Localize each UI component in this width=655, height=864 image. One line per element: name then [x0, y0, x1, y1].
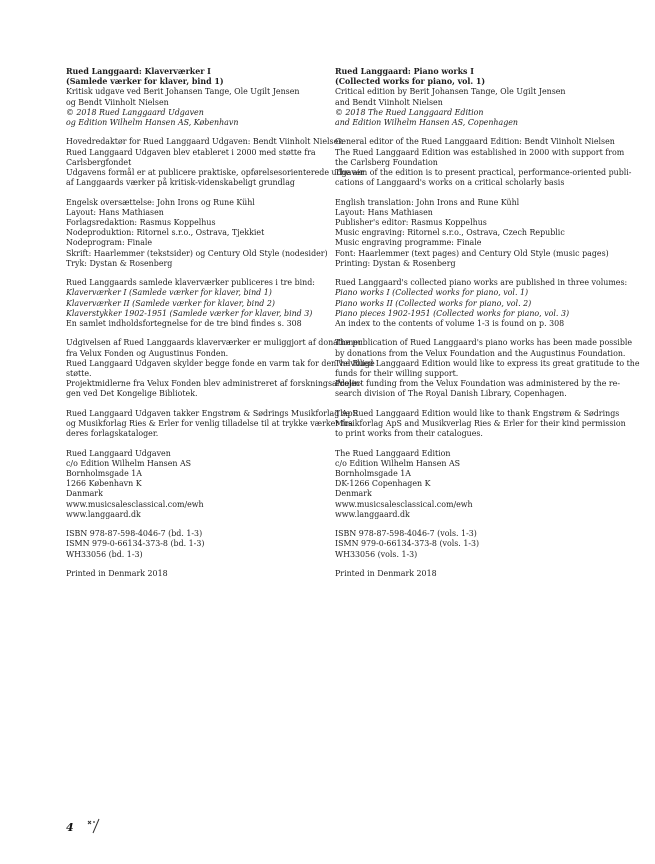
left-text-block: [66, 529, 336, 560]
text-line: Nodeproduktion: Ritornel s.r.o., Ostrava, Tjekkiet: [66, 228, 265, 238]
text-line: Engelsk oversættelse: John Irons og Rune Kühl: [66, 197, 255, 207]
text-line: En samlet indholdsfortegnelse for de tre bind findes s. 308: [66, 319, 302, 329]
text-line: The aim of the edition is to present practical, performance-oriented publi-: [335, 168, 632, 178]
text-line: funds for their willing support.: [335, 369, 459, 379]
text-line: (Samlede værker for klaver, bind 1): [66, 77, 224, 87]
text-line: Rued Langgaard: Piano works I: [335, 67, 474, 76]
text-line: deres forlagskataloger.: [66, 429, 159, 439]
text-line: The Rued Langgaard Edition was established in 2000 with support from: [335, 147, 625, 157]
text-line: Project funding from the Velux Foundation was administered by the re-: [335, 379, 620, 389]
text-line: c/o Edition Wilhelm Hansen AS: [66, 458, 192, 468]
text-line: and Bendt Viinholt Nielsen: [335, 97, 443, 107]
text-line: Bornholmsgade 1A: [66, 469, 142, 479]
text-line: The publication of Rued Langgaard's piano works has been made possible: [335, 338, 633, 348]
left-text-block: [66, 198, 336, 269]
left-text-block: [66, 569, 336, 579]
text-line: Layout: Hans Mathiasen: [66, 207, 164, 217]
text-line: and Edition Wilhelm Hansen AS, Copenhagen: [335, 118, 518, 128]
left-text-block: [66, 338, 375, 399]
text-line: Forlagsredaktion: Rasmus Koppelhus: [66, 218, 216, 228]
publisher-monogram-icon: [86, 818, 102, 834]
right-text-block: [335, 408, 626, 440]
text-line: fra Velux Fonden og Augustinus Fonden.: [66, 348, 229, 358]
text-line: © 2018 The Rued Langgaard Edition: [335, 107, 484, 117]
text-line: to print works from their catalogues.: [335, 429, 483, 439]
text-line: Rued Langgaard Udgaven blev etableret i 2000 med støtte fra: [66, 147, 316, 157]
text-line: Rued Langgaard Udgaven skylder begge fonde en varm tak for den velvillige: [66, 358, 375, 368]
text-line: Projektmidlerne fra Velux Fonden blev administreret af forskningsafdelin-: [66, 379, 363, 389]
text-line: Kritisk udgave ved Berit Johansen Tange, Ole Ugilt Jensen: [66, 87, 300, 97]
text-line: cations of Langgaard's works on a critical scholarly basis: [335, 178, 565, 188]
text-line: Piano pieces 1902-1951 (Collected works for piano, vol. 3): [335, 308, 570, 318]
text-line: www.langgaard.dk: [66, 509, 141, 519]
text-line: Bornholmsgade 1A: [335, 469, 411, 479]
text-line: Printed in Denmark 2018: [66, 569, 168, 579]
text-line: Font: Haarlemmer (text pages) and Century Old Style (music pages): [335, 248, 609, 258]
text-line: search division of The Royal Danish Library, Copenhagen.: [335, 389, 567, 399]
text-line: Rued Langgaard Udgaven: [66, 448, 171, 458]
text-line: Layout: Hans Mathiasen: [335, 207, 433, 217]
text-line: www.langgaard.dk: [335, 509, 410, 519]
text-line: www.musicsalesclassical.com/ewh: [66, 499, 204, 509]
text-line: Publisher's editor: Rasmus Koppelhus: [335, 218, 487, 228]
text-line: Printed in Denmark 2018: [335, 569, 437, 579]
text-line: og Musikforlag Ries & Erler for venlig tilladelse til at trykke værker fra: [66, 419, 353, 429]
right-text-block: [335, 529, 605, 560]
text-line: og Edition Wilhelm Hansen AS, København: [66, 118, 239, 128]
text-line: ISBN 978-87-598-4046-7 (vols. 1-3): [335, 529, 477, 539]
text-line: og Bendt Viinholt Nielsen: [66, 97, 169, 107]
right-text-block: [335, 197, 609, 269]
text-line: The Rued Langgaard Edition would like to express its great gratitude to the: [335, 358, 640, 368]
text-line: Music engraving: Ritornel s.r.o., Ostrava, Czech Republic: [335, 228, 565, 238]
text-line: Udgavens formål er at publicere praktiske, opførelsesorienterede udgaver: [66, 168, 365, 178]
text-line: af Langgaards værker på kritisk-videnskabeligt grundlag: [66, 178, 295, 188]
right-text-block: [335, 338, 640, 399]
english-colophon-column: [335, 67, 640, 588]
text-line: Hovedredaktør for Rued Langgaard Udgaven: Bendt Viinholt Nielsen: [66, 137, 344, 147]
text-line: Carlsbergfondet: [66, 157, 132, 167]
text-line: English translation: John Irons and Rune Kühl: [335, 197, 520, 207]
left-text-block: [66, 408, 358, 440]
text-line: Danmark: [66, 489, 103, 499]
left-text-block: [66, 449, 336, 520]
text-line: www.musicsalesclassical.com/ewh: [335, 499, 473, 509]
text-line: © 2018 Rued Langgaard Udgaven: [66, 107, 204, 117]
text-line: by donations from the Velux Foundation and the Augustinus Foundation.: [335, 348, 626, 358]
text-line: An index to the contents of volume 1-3 is found on p. 308: [335, 319, 565, 329]
text-line: Piano works II (Collected works for piano, vol. 2): [335, 298, 532, 308]
text-line: Udgivelsen af Rued Langgaards klaverværker er muliggjort af donationer: [66, 338, 362, 348]
right-text-block: [335, 137, 632, 188]
text-line: WH33056 (bd. 1-3): [66, 549, 143, 559]
text-line: Rued Langgaards samlede klaverværker publiceres i tre bind:: [66, 278, 315, 288]
text-line: c/o Edition Wilhelm Hansen AS: [335, 458, 461, 468]
text-line: DK-1266 Copenhagen K: [335, 479, 431, 489]
text-line: the Carlsberg Foundation: [335, 157, 438, 167]
text-line: Klaverværker I (Samlede værker for klaver, bind 1): [66, 288, 272, 298]
text-line: gen ved Det Kongelige Bibliotek.: [66, 389, 198, 399]
right-text-block: [335, 569, 605, 579]
text-line: Klaverstykker 1902-1951 (Samlede værker for klaver, bind 3): [66, 308, 313, 318]
text-line: The Rued Langgaard Edition: [335, 448, 451, 458]
left-text-block: [66, 278, 336, 329]
text-line: Printing: Dystan & Rosenberg: [335, 258, 456, 268]
danish-colophon-column: [66, 67, 375, 588]
text-line: 1266 København K: [66, 479, 142, 489]
text-line: Musikforlag ApS and Musikverlag Ries & Erler for their kind permission: [335, 419, 626, 429]
text-line: Nodeprogram: Finale: [66, 238, 153, 248]
text-line: The Rued Langgaard Edition would like to thank Engstrøm & Sødrings: [335, 408, 620, 418]
text-line: Music engraving programme: Finale: [335, 238, 482, 248]
text-line: Piano works I (Collected works for piano, vol. 1): [335, 288, 529, 298]
text-line: Skrift: Haarlemmer (tekstsider) og Century Old Style (nodesider): [66, 248, 328, 258]
text-line: WH33056 (vols. 1-3): [335, 549, 418, 559]
text-line: General editor of the Rued Langgaard Edition: Bendt Viinholt Nielsen: [335, 137, 615, 147]
text-line: ISBN 978-87-598-4046-7 (bd. 1-3): [66, 529, 203, 539]
text-line: støtte.: [66, 369, 92, 379]
right-text-block: [335, 67, 605, 128]
left-text-block: [66, 67, 336, 128]
left-text-block: [66, 137, 365, 188]
page-number: 4: [66, 821, 74, 834]
right-text-block: [335, 449, 605, 520]
text-line: ISMN 979-0-66134-373-8 (bd. 1-3): [66, 539, 205, 549]
right-text-block: [335, 278, 628, 329]
text-line: Rued Langgaard: Klaverværker I: [66, 67, 211, 76]
text-line: Tryk: Dystan & Rosenberg: [66, 258, 173, 268]
text-line: Rued Langgaard Udgaven takker Engstrøm & Sødrings Musikforlag ApS: [66, 408, 358, 418]
text-line: ISMN 979-0-66134-373-8 (vols. 1-3): [335, 539, 480, 549]
text-line: (Collected works for piano, vol. 1): [335, 77, 486, 87]
text-line: Denmark: [335, 489, 372, 499]
text-line: Klaverværker II (Samlede værker for klaver, bind 2): [66, 298, 275, 308]
text-line: Rued Langgaard's collected piano works are published in three volumes:: [335, 278, 628, 288]
text-line: Critical edition by Berit Johansen Tange, Ole Ugilt Jensen: [335, 87, 566, 97]
